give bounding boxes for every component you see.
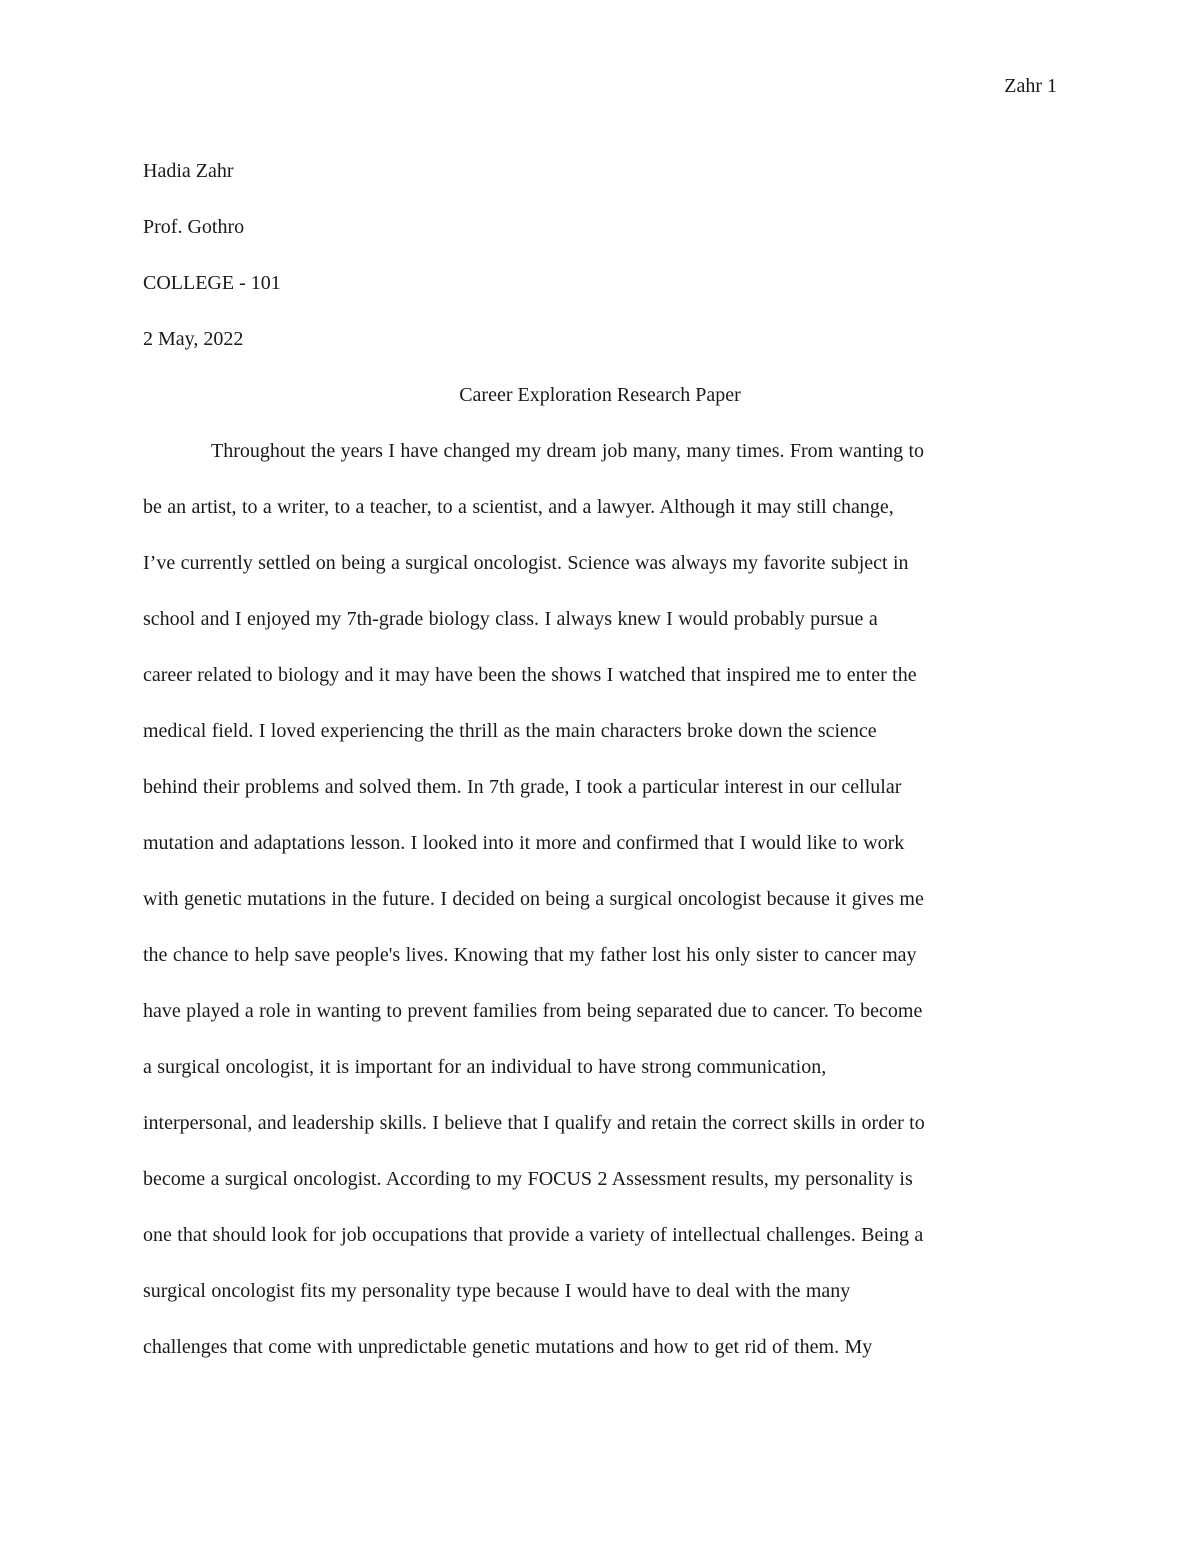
body-line: with genetic mutations in the future. I decided on being a surgical oncologist because it gives me [143, 888, 924, 910]
body-line: challenges that come with unpredictable genetic mutations and how to get rid of them. My [143, 1336, 873, 1358]
body-line: mutation and adaptations lesson. I looked into it more and confirmed that I would like to work [143, 832, 905, 854]
student-name: Hadia Zahr [143, 160, 234, 182]
body-paragraph [143, 423, 1057, 1375]
body-line: surgical oncologist fits my personality type because I would have to deal with the many [143, 1280, 851, 1302]
body-line: behind their problems and solved them. In 7th grade, I took a particular interest in our cellular [143, 776, 902, 798]
body-line: one that should look for job occupations that provide a variety of intellectual challenges. Being a [143, 1224, 924, 1246]
body-line: a surgical oncologist, it is important for an individual to have strong communication, [143, 1056, 827, 1078]
body-line: interpersonal, and leadership skills. I believe that I qualify and retain the correct skills in order to [143, 1112, 925, 1134]
body-line: medical field. I loved experiencing the thrill as the main characters broke down the science [143, 720, 877, 742]
mla-heading [143, 143, 1057, 423]
body-line: I’ve currently settled on being a surgical oncologist. Science was always my favorite subject in [143, 552, 909, 574]
body-line: the chance to help save people's lives. Knowing that my father lost his only sister to cancer may [143, 944, 917, 966]
course-name: COLLEGE - 101 [143, 272, 281, 294]
body-line: Throughout the years I have changed my dream job many, many times. From wanting to [211, 440, 925, 462]
running-head: Zahr 1 [1004, 75, 1057, 97]
body-line: have played a role in wanting to prevent families from being separated due to cancer. To become [143, 1000, 923, 1022]
body-line: school and I enjoyed my 7th-grade biology class. I always knew I would probably pursue a [143, 608, 878, 630]
paper-date: 2 May, 2022 [143, 328, 244, 350]
body-line: be an artist, to a writer, to a teacher, to a scientist, and a lawyer. Although it may still change, [143, 496, 894, 518]
paper-title: Career Exploration Research Paper [459, 384, 741, 406]
instructor-name: Prof. Gothro [143, 216, 245, 238]
body-line: become a surgical oncologist. According to my FOCUS 2 Assessment results, my personality is [143, 1168, 913, 1190]
body-line: career related to biology and it may have been the shows I watched that inspired me to enter the [143, 664, 917, 686]
